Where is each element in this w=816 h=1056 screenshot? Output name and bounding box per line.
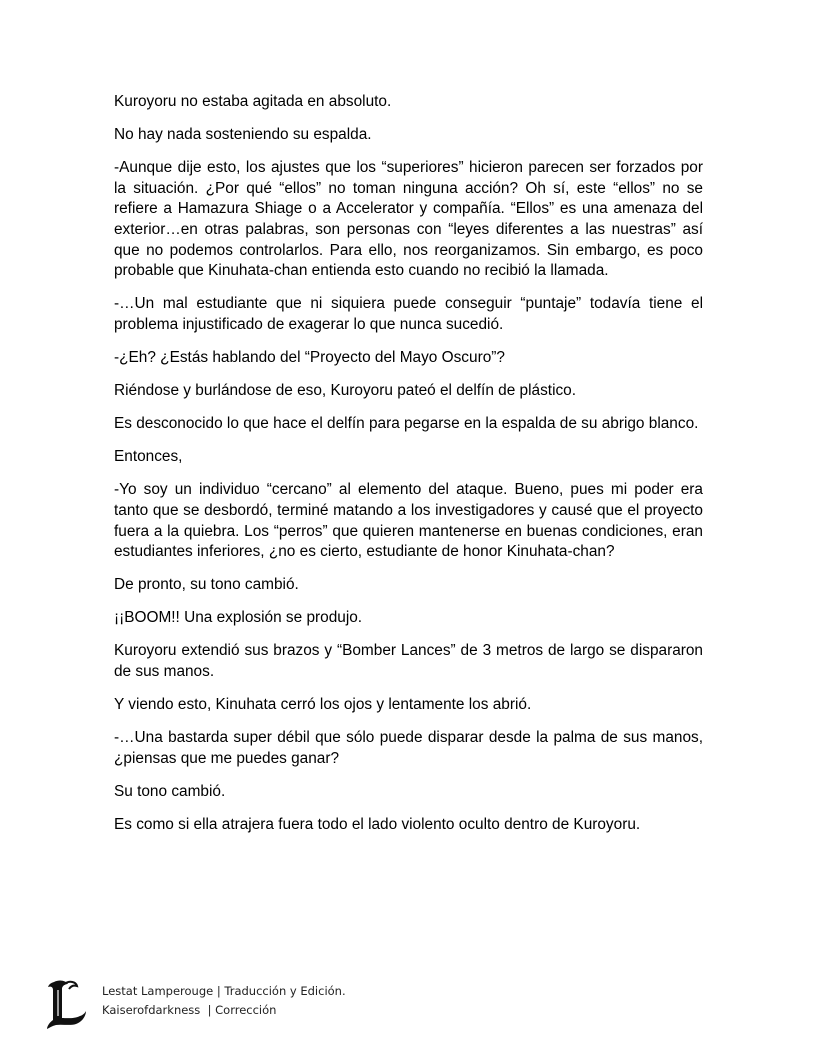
- credits: [102, 982, 346, 1020]
- gothic-l-logo: [44, 978, 88, 1030]
- paragraph: -¿Eh? ¿Estás hablando del “Proyecto del Mayo Oscuro”?: [114, 348, 505, 366]
- paragraph: Kuroyoru no estaba agitada en absoluto.: [114, 93, 392, 110]
- paragraph: ¡¡BOOM!! Una explosión se produjo.: [114, 609, 363, 627]
- credit-correction: Kaiserofdarkness | Corrección: [102, 1003, 277, 1017]
- paragraph: Su tono cambió.: [114, 782, 226, 800]
- footer: [44, 978, 444, 1034]
- paragraph: No hay nada sosteniendo su espalda.: [114, 126, 372, 144]
- paragraph: -Yo soy un individuo “cercano” al elemento del ataque. Bueno, pues mi poder era tanto que se desbordó, terminé matando a los investigadores y causé que el proyecto fuera a la quiebra. Los “perros” que quieren mantenerse en buenas condiciones, eran estudiantes inferiores, ¿no es cierto, estudiante de honor Kinuhata-chan?: [114, 481, 703, 561]
- document-body: [114, 92, 703, 848]
- paragraph: -…Una bastarda super débil que sólo puede disparar desde la palma de sus manos, ¿piensas que me puedes ganar?: [114, 729, 703, 767]
- paragraph: Y viendo esto, Kinuhata cerró los ojos y lentamente los abrió.: [114, 696, 532, 714]
- paragraph: -Aunque dije esto, los ajustes que los “superiores” hicieron parecen ser forzados por la situación. ¿Por qué “ellos” no toman ninguna acción? Oh sí, este “ellos” no se refiere a Hamazura Shiage o a Accelerator y compañía. “Ellos” es una amenaza del exterior…en otras palabras, son personas con “leyes diferentes a las nuestras” así que no podemos controlarlos. Para ello, nos reorganizamos. Sin embargo, es poco probable que Kinuhata-chan entienda esto cuando no recibió la llamada.: [114, 159, 703, 280]
- paragraph: De pronto, su tono cambió.: [114, 576, 299, 594]
- paragraph: Es desconocido lo que hace el delfín para pegarse en la espalda de su abrigo blanco.: [114, 415, 699, 433]
- paragraph: Riéndose y burlándose de eso, Kuroyoru pateó el delfín de plástico.: [114, 382, 577, 400]
- paragraph: Kuroyoru extendió sus brazos y “Bomber Lances” de 3 metros de largo se dispararon de sus manos.: [114, 642, 703, 680]
- paragraph: -…Un mal estudiante que ni siquiera puede conseguir “puntaje” todavía tiene el problema injustificado de exagerar lo que nunca sucedió.: [114, 295, 703, 333]
- paragraph: Entonces,: [114, 448, 183, 466]
- credit-translation: Lestat Lamperouge | Traducción y Edición.: [102, 984, 346, 998]
- paragraph: Es como si ella atrajera fuera todo el lado violento oculto dentro de Kuroyoru.: [114, 815, 641, 833]
